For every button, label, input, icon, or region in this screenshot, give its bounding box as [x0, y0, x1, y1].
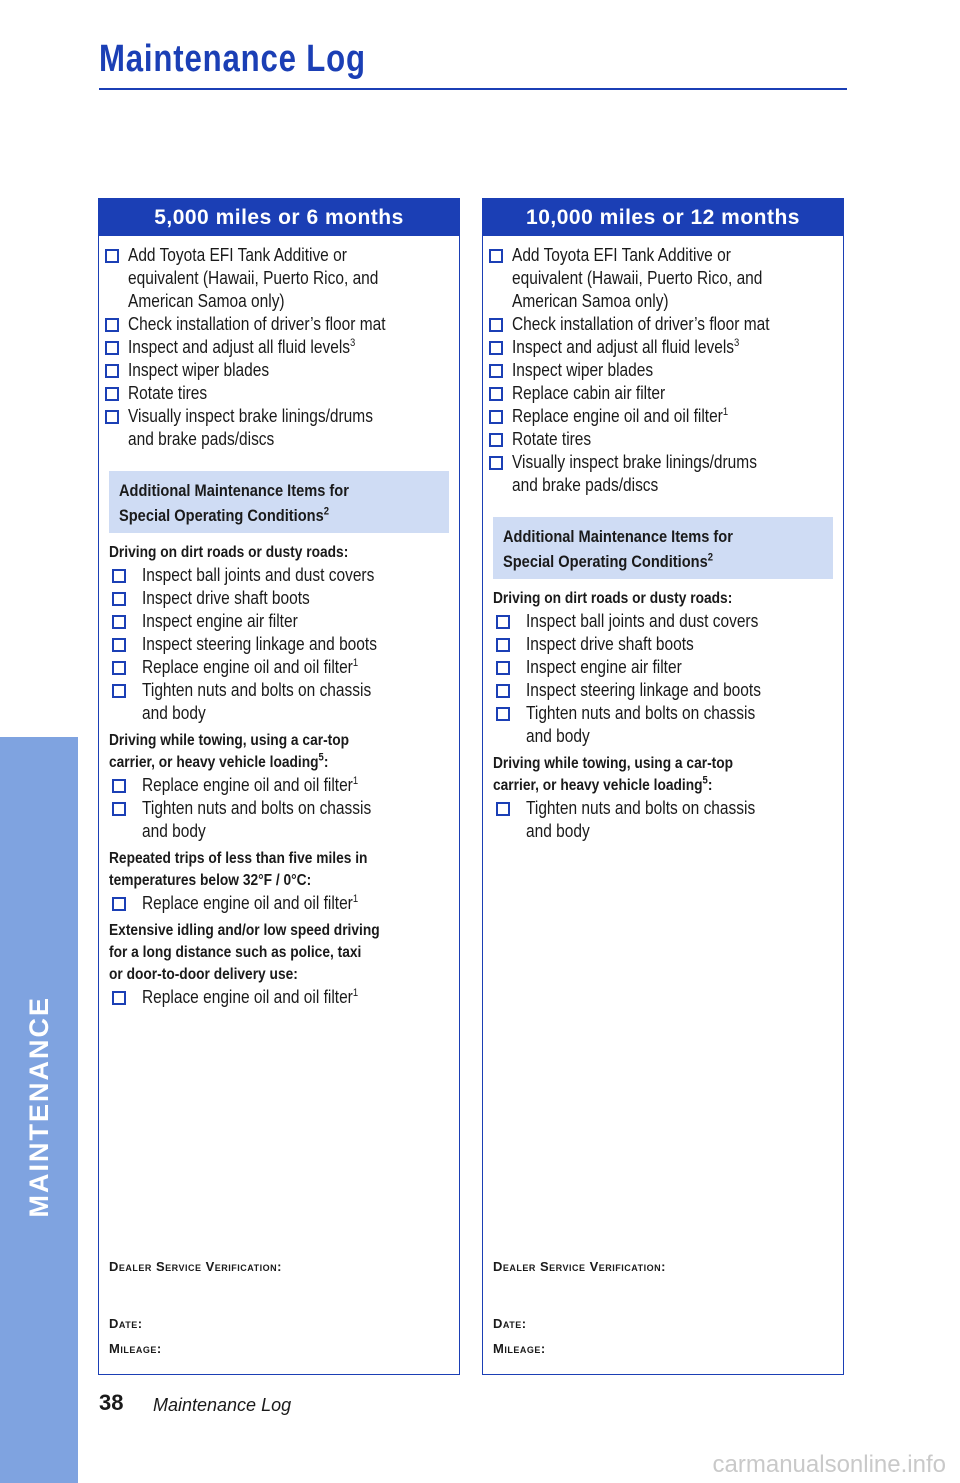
checkbox[interactable]: [489, 387, 503, 401]
checklist-item[interactable]: Replace engine oil and oil filter$^1$: [105, 774, 459, 797]
checkbox[interactable]: [496, 707, 510, 721]
checklist-item[interactable]: Inspect steering linkage and boots: [105, 633, 459, 656]
panel-5000-miles: [98, 198, 460, 1375]
page-title: Maintenance Log: [99, 38, 366, 80]
checkbox[interactable]: [112, 897, 126, 911]
checklist-item[interactable]: Inspect engine air filter: [489, 656, 843, 679]
short-trips-heading: Repeated trips of less than five miles in temperatures below 32°F / 0°C:: [109, 850, 368, 889]
checklist-item[interactable]: Tighten nuts and bolts on chassis and body: [489, 797, 843, 843]
checklist-item[interactable]: Rotate tires: [489, 428, 843, 451]
mileage-label: Mileage:: [493, 1341, 546, 1356]
checklist-item[interactable]: Inspect steering linkage and boots: [489, 679, 843, 702]
checklist-item[interactable]: Replace engine oil and oil filter$^1$: [105, 892, 459, 915]
checkbox[interactable]: [112, 592, 126, 606]
checklist-item[interactable]: Replace engine oil and oil filter$^1$: [489, 405, 843, 428]
dealer-verification-label: Dealer Service Verification:: [109, 1259, 282, 1274]
checklist-item[interactable]: Add Toyota EFI Tank Additive or equivalent (Hawaii, Puerto Rico, and American Samoa only): [105, 244, 459, 313]
checklist-item[interactable]: Inspect and adjust all fluid levels$^3$: [489, 336, 843, 359]
date-label: Date:: [109, 1316, 143, 1331]
checkbox[interactable]: [112, 615, 126, 629]
dirt-roads-heading: Driving on dirt roads or dusty roads:: [109, 544, 349, 561]
checklist-item[interactable]: Inspect and adjust all fluid levels$^3$: [105, 336, 459, 359]
checklist-item[interactable]: Rotate tires: [105, 382, 459, 405]
checklist-item[interactable]: Inspect wiper blades: [489, 359, 843, 382]
date-label: Date:: [493, 1316, 527, 1331]
checkbox[interactable]: [105, 410, 119, 424]
checkbox[interactable]: [112, 638, 126, 652]
panel-header: 10,000 miles or 12 months: [483, 199, 843, 236]
checklist-item[interactable]: Visually inspect brake linings/drums and brake pads/discs: [105, 405, 459, 451]
checkbox[interactable]: [489, 249, 503, 263]
checklist-item[interactable]: Inspect wiper blades: [105, 359, 459, 382]
checkbox[interactable]: [496, 638, 510, 652]
checklist-item[interactable]: Tighten nuts and bolts on chassis and body: [105, 797, 459, 843]
title-rule: [99, 88, 847, 90]
special-conditions-heading: Additional Maintenance Items for Special Operating Conditions$^2$: [109, 471, 449, 533]
checklist-item[interactable]: Check installation of driver’s floor mat: [105, 313, 459, 336]
checkbox[interactable]: [112, 991, 126, 1005]
checkbox[interactable]: [489, 318, 503, 332]
mileage-label: Mileage:: [109, 1341, 162, 1356]
checkbox[interactable]: [496, 684, 510, 698]
checkbox[interactable]: [496, 802, 510, 816]
checkbox[interactable]: [489, 341, 503, 355]
checkbox[interactable]: [105, 341, 119, 355]
dealer-verification-label: Dealer Service Verification:: [493, 1259, 666, 1274]
panel-header: 5,000 miles or 6 months: [99, 199, 459, 236]
checkbox[interactable]: [496, 661, 510, 675]
dirt-roads-heading: Driving on dirt roads or dusty roads:: [493, 590, 733, 607]
checkbox[interactable]: [112, 569, 126, 583]
checkbox[interactable]: [112, 802, 126, 816]
panel-10000-miles: [482, 198, 844, 1375]
footer-label: Maintenance Log: [153, 1395, 292, 1415]
checklist-item[interactable]: Visually inspect brake linings/drums and brake pads/discs: [489, 451, 843, 497]
checkbox[interactable]: [489, 433, 503, 447]
checkbox[interactable]: [112, 661, 126, 675]
checkbox[interactable]: [489, 410, 503, 424]
checkbox[interactable]: [112, 684, 126, 698]
checklist-item[interactable]: Replace engine oil and oil filter$^1$: [105, 986, 459, 1009]
checkbox[interactable]: [105, 249, 119, 263]
special-conditions-heading: Additional Maintenance Items for Special Operating Conditions$^2$: [493, 517, 833, 579]
checklist-item[interactable]: Tighten nuts and bolts on chassis and body: [105, 679, 459, 725]
towing-heading: Driving while towing, using a car-top carrier, or heavy vehicle loading$^5$:: [493, 755, 734, 794]
checkbox[interactable]: [105, 364, 119, 378]
checklist-item[interactable]: Tighten nuts and bolts on chassis and body: [489, 702, 843, 748]
checklist-item[interactable]: Inspect ball joints and dust covers: [489, 610, 843, 633]
checklist-item[interactable]: Check installation of driver’s floor mat: [489, 313, 843, 336]
towing-heading: Driving while towing, using a car-top carrier, or heavy vehicle loading$^5$:: [109, 732, 350, 771]
checkbox[interactable]: [489, 364, 503, 378]
checklist-item[interactable]: Inspect drive shaft boots: [105, 587, 459, 610]
watermark: carmanualsonline.info: [712, 1451, 946, 1478]
side-tab-label: MAINTENANCE: [23, 995, 54, 1217]
checkbox[interactable]: [112, 779, 126, 793]
page-number: 38: [99, 1390, 124, 1415]
checklist-item[interactable]: Inspect engine air filter: [105, 610, 459, 633]
idling-heading: Extensive idling and/or low speed driving for a long distance such as police, taxi or door-to-door delivery use:: [109, 922, 380, 983]
checkbox[interactable]: [496, 615, 510, 629]
checklist-item[interactable]: Inspect drive shaft boots: [489, 633, 843, 656]
checklist-item[interactable]: Replace cabin air filter: [489, 382, 843, 405]
checklist-item[interactable]: Replace engine oil and oil filter$^1$: [105, 656, 459, 679]
checklist-item[interactable]: Inspect ball joints and dust covers: [105, 564, 459, 587]
checkbox[interactable]: [105, 387, 119, 401]
checkbox[interactable]: [489, 456, 503, 470]
checkbox[interactable]: [105, 318, 119, 332]
checklist-item[interactable]: Add Toyota EFI Tank Additive or equivalent (Hawaii, Puerto Rico, and American Samoa only): [489, 244, 843, 313]
